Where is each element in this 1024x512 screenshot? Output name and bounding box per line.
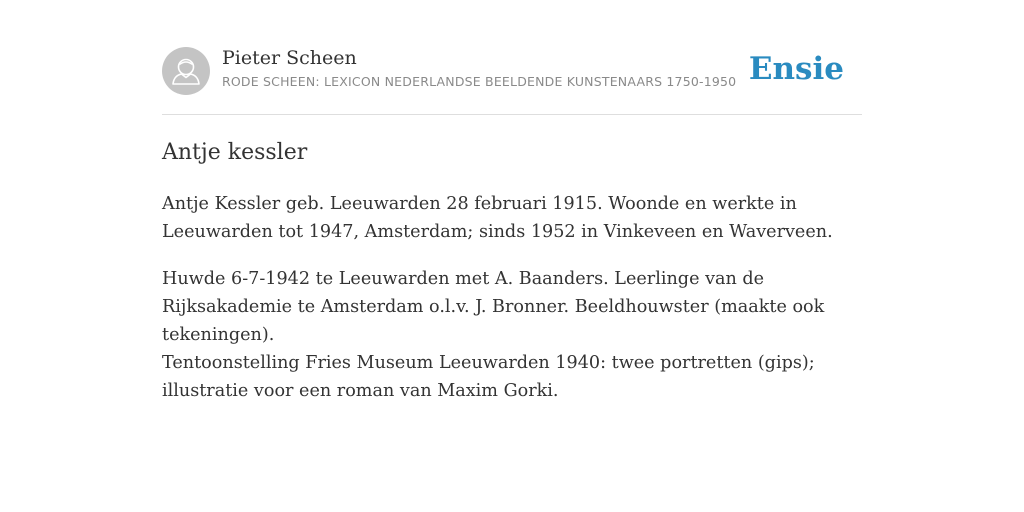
ensie-logo[interactable]: Ensie [748, 51, 844, 87]
author-name[interactable]: Pieter Scheen [222, 47, 357, 69]
article-header [162, 46, 862, 115]
article-paragraph: Huwde 6-7-1942 te Leeuwarden met A. Baanders. Leerlinge van de Rijksakademie te Amsterdam o.l.v. J. Bronner. Beeldhouwster (maakte ook tekeningen). [162, 269, 825, 345]
user-silhouette-icon [162, 47, 210, 95]
article-paragraph: Tentoonstelling Fries Museum Leeuwarden 1940: twee portretten (gips); illustratie voor een roman van Maxim Gorki. [162, 353, 815, 401]
article-paragraph: Antje Kessler geb. Leeuwarden 28 februari 1915. Woonde en werkte in Leeuwarden tot 1947, Amsterdam; sinds 1952 in Vinkeveen en Waverveen. [162, 194, 833, 242]
source-title[interactable]: RODE SCHEEN: LEXICON NEDERLANDSE BEELDENDE KUNSTENAARS 1750-1950 [222, 74, 737, 89]
article-title: Antje kessler [162, 140, 308, 165]
author-avatar[interactable] [162, 47, 210, 95]
